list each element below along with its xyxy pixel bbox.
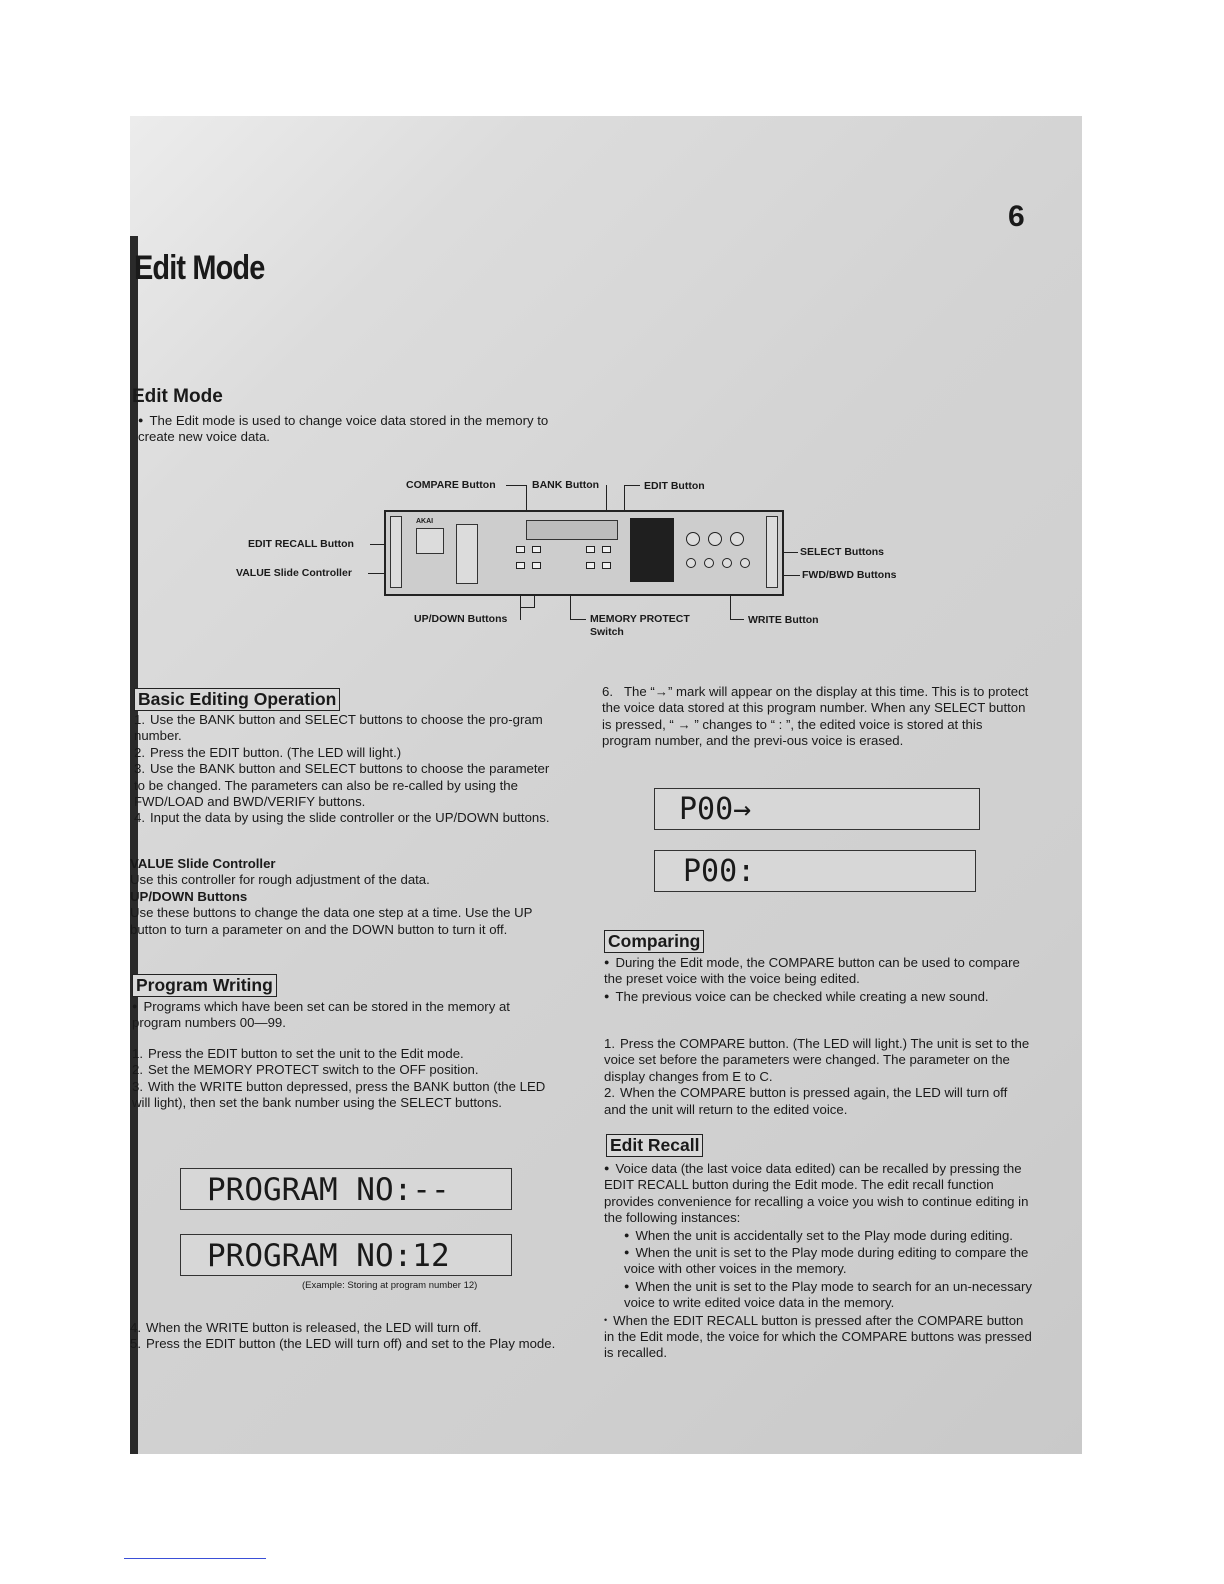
controller-notes: [130, 856, 562, 938]
list-item: 3. Use the BANK button and SELECT buttons to choose the parameter to be changed. The parameters can also be re-called by using the FWD/LOAD and BWD/VERIFY buttons.: [134, 761, 550, 810]
lcd-p00-arrow: P00→: [654, 788, 980, 830]
comparing-bullets: [604, 954, 1032, 1005]
lcd-window: [526, 520, 618, 540]
list-item: ● When the unit is accidentally set to the Play mode during editing.: [624, 1227, 1013, 1243]
program-bullet: ● Programs which have been set can be stored in the memory at program numbers 00—99.: [132, 999, 510, 1031]
up-down-text: Use these buttons to change the data one step at a time. Use the UP button to turn a parameter on and the DOWN button to turn it off.: [130, 905, 533, 937]
comparing-heading: Comparing: [604, 930, 704, 953]
edit-recall-body: [604, 1160, 1036, 1362]
program-writing-heading: Program Writing: [132, 974, 277, 997]
intro-text: ● The Edit mode is used to change voice data stored in the memory to create new voice data.: [138, 413, 549, 445]
program-steps-final: [130, 1320, 562, 1353]
binding-edge: [130, 236, 138, 1454]
label-memory-protect: MEMORY PROTECT: [590, 613, 690, 625]
list-item: • When the EDIT RECALL button is pressed after the COMPARE button in the Edit mode, the voice for which the COMPARE buttons was pressed is recalled.: [604, 1312, 1032, 1361]
slide-controller: [456, 524, 478, 584]
list-item: 2. Press the EDIT button. (The LED will light.): [134, 744, 402, 760]
rack-ear-left: [390, 516, 402, 588]
label-fwd-bwd: FWD/BWD Buttons: [802, 569, 897, 581]
list-item: 3. With the WRITE button depressed, press the BANK button (the LED will light), then set the bank number using the SELECT buttons.: [132, 1078, 546, 1111]
section-subtitle: Edit Mode: [132, 386, 223, 407]
list-item: 1. Use the BANK button and SELECT buttons to choose the pro-gram number.: [134, 712, 543, 744]
label-value-slide: VALUE Slide Controller: [236, 567, 352, 579]
sampler-front-panel-diagram: [384, 510, 784, 596]
list-item: 2. Set the MEMORY PROTECT switch to the OFF position.: [132, 1062, 479, 1078]
list-item: ● The previous voice can be checked while creating a new sound.: [604, 988, 989, 1004]
list-item: ● During the Edit mode, the COMPARE button can be used to compare the preset voice with the voice being edited.: [604, 955, 1020, 987]
list-item: 1. Press the COMPARE button. (The LED will light.) The unit is set to the voice set before the parameters were changed. The parameter on the display changes from E to C.: [604, 1036, 1030, 1084]
page-number: 6: [1008, 200, 1025, 233]
select-keypad: [630, 518, 674, 582]
step-six: 6. The “→” mark will appear on the display at this time. This is to protect the voice data stored at this program number. When any SELECT button is pressed, “ → ” changes to “ : ”, the edited voice is stored at this program number, and the previ-ous voice is erased.: [602, 684, 1029, 749]
lcd-program-12: PROGRAM NO:12: [180, 1234, 512, 1276]
edit-recall-heading: Edit Recall: [606, 1134, 703, 1157]
label-select: SELECT Buttons: [800, 546, 884, 558]
value-slide-heading: VALUE Slide Controller: [130, 856, 276, 871]
value-slide-text: Use this controller for rough adjustment of the data.: [130, 872, 430, 888]
up-down-heading: UP/DOWN Buttons: [130, 888, 248, 904]
footer-rule: [124, 1558, 266, 1559]
lcd-example-caption: (Example: Storing at program number 12): [302, 1280, 478, 1291]
list-item: 1. Press the EDIT button to set the unit to the Edit mode.: [132, 1046, 464, 1061]
list-item: 4. Input the data by using the slide controller or the UP/DOWN buttons.: [134, 810, 550, 826]
label-write: WRITE Button: [748, 614, 819, 626]
list-item: 2. When the COMPARE button is pressed again, the LED will turn off and the unit will return to the edited voice.: [604, 1085, 1008, 1117]
list-item: ● When the unit is set to the Play mode during editing to compare the voice with other voices in the memory.: [624, 1245, 1029, 1277]
comparing-steps: [604, 1036, 1032, 1118]
brand-logo: AKAI: [416, 518, 434, 525]
label-bank: BANK Button: [532, 479, 600, 491]
basic-editing-heading: Basic Editing Operation: [134, 688, 340, 711]
lcd-program-blank: PROGRAM NO:--: [180, 1168, 512, 1210]
rack-ear-right: [766, 516, 778, 588]
program-steps: [132, 1046, 562, 1112]
label-edit-recall: EDIT RECALL Button: [248, 538, 354, 550]
list-item: 4. When the WRITE button is released, the LED will turn off.: [130, 1320, 482, 1335]
label-edit: EDIT Button: [644, 480, 705, 492]
lcd-p00-colon: P00:: [654, 850, 976, 892]
list-item: 5. Press the EDIT button (the LED will turn off) and set to the Play mode.: [130, 1336, 556, 1352]
page-title: Edit Mode: [134, 249, 265, 287]
basic-steps: [134, 712, 562, 827]
scanned-page: [130, 116, 1082, 1454]
label-up-down: UP/DOWN Buttons: [414, 613, 508, 625]
label-compare: COMPARE Button: [406, 479, 496, 491]
list-item: ● When the unit is set to the Play mode to search for an un-necessary voice to write edited voice data in the memory.: [624, 1278, 1033, 1311]
label-memory-protect-2: Switch: [590, 626, 624, 638]
disk-slot: [416, 528, 444, 554]
list-item: ● Voice data (the last voice data edited) can be recalled by pressing the EDIT RECALL button during the Edit mode. The edit recall function provides convenience for recalling a voice you wish to continue editing in the following instances:: [604, 1161, 1029, 1226]
